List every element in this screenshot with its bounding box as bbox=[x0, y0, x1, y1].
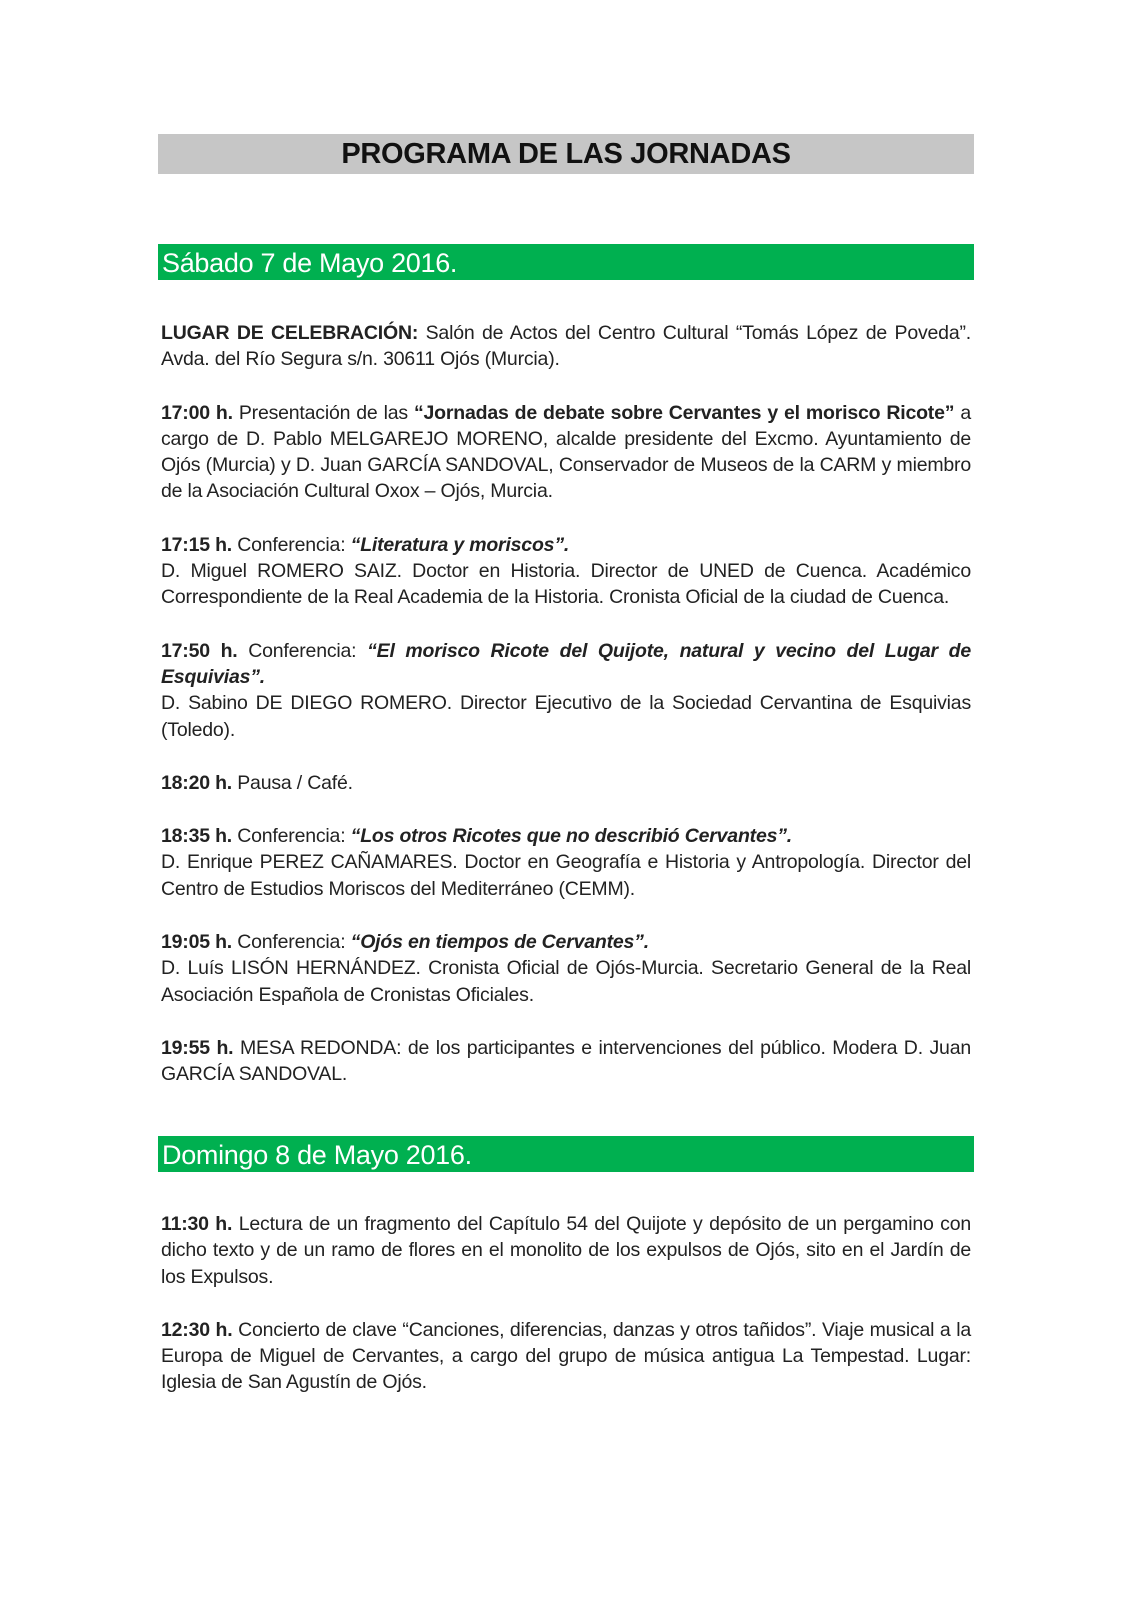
entry-time: 17:50 h. bbox=[161, 639, 238, 662]
entry-time: 17:00 h. bbox=[161, 401, 233, 424]
speaker-info: D. Luís LISÓN HERNÁNDEZ. Cronista Oficial de Ojós-Murcia. Secretario General de la Real Asociación Española de Cronistas Oficiales. bbox=[161, 957, 971, 1006]
program-entry bbox=[161, 823, 971, 902]
entry-type: Conferencia: bbox=[237, 639, 368, 662]
entry-text: Lectura de un fragmento del Capítulo 54 del Quijote y depósito de un pergamino con dicho texto y de un ramo de flores en el monolito de los expulsos de Ojós, sito en el Jardín de los Expulsos. bbox=[161, 1213, 971, 1288]
talk-title: “El morisco Ricote del Quijote, natural y vecino del Lugar de Esquivias”. bbox=[161, 639, 972, 688]
program-entry bbox=[161, 770, 971, 796]
entry-type: Conferencia: bbox=[232, 533, 351, 556]
program-entry bbox=[161, 1211, 971, 1290]
entry-text: Concierto de clave “Canciones, diferencias, danzas y otros tañidos”. Viaje musical a la Europa de Miguel de Cervantes, a cargo del grupo de música antigua La Tempestad. Lugar: Iglesia de San Agustín de Ojós. bbox=[161, 1318, 971, 1394]
speaker-info: D. Enrique PEREZ CAÑAMARES. Doctor en Geografía e Historia y Antropología. Director del Centro de Estudios Moriscos del Mediterráneo (CEMM). bbox=[161, 851, 971, 900]
program-entry bbox=[161, 400, 971, 505]
saturday-program bbox=[161, 320, 971, 1115]
speaker-info: D. Sabino DE DIEGO ROMERO. Director Ejecutivo de la Sociedad Cervantina de Esquivias (Toledo). bbox=[161, 692, 971, 741]
sunday-program bbox=[161, 1211, 971, 1423]
entry-time: 18:20 h. bbox=[161, 771, 233, 794]
program-entry bbox=[161, 1317, 971, 1396]
page-title: PROGRAMA DE LAS JORNADAS bbox=[158, 134, 974, 174]
program-entry bbox=[161, 929, 971, 1008]
entry-highlight: “Jornadas de debate sobre Cervantes y el morisco Ricote” bbox=[413, 401, 955, 424]
entry-rest: a cargo de D. Pablo MELGAREJO MORENO, alcalde presidente del Excmo. Ayuntamiento de Ojós (Murcia) y D. Juan GARCÍA SANDOVAL, Conservador de Museos de la CARM y miembro de la Asociación Cultural Oxox – Ojós, Murcia. bbox=[161, 401, 971, 503]
venue-entry bbox=[161, 320, 971, 373]
entry-text: MESA REDONDA: de los participantes e intervenciones del público. Modera D. Juan GARCÍA SANDOVAL. bbox=[161, 1036, 971, 1086]
entry-time: 19:55 h. bbox=[161, 1036, 234, 1059]
talk-title: “Literatura y moriscos”. bbox=[350, 533, 570, 556]
entry-time: 11:30 h. bbox=[161, 1213, 233, 1235]
program-entry bbox=[161, 638, 971, 743]
entry-intro: Presentación de las bbox=[232, 401, 414, 424]
venue-text: Salón de Actos del Centro Cultural “Tomás López de Poveda”. Avda. del Río Segura s/n. 30611 Ojós (Murcia). bbox=[161, 322, 971, 371]
entry-time: 18:35 h. bbox=[161, 825, 233, 848]
entry-type: Conferencia: bbox=[232, 931, 351, 954]
program-entry bbox=[161, 1035, 971, 1088]
day-header-sunday: Domingo 8 de Mayo 2016. bbox=[158, 1136, 974, 1172]
venue-label: LUGAR DE CELEBRACIÓN: bbox=[161, 322, 419, 344]
program-entry bbox=[161, 532, 971, 611]
entry-time: 12:30 h. bbox=[161, 1318, 233, 1341]
entry-text: Pausa / Café. bbox=[232, 771, 353, 794]
talk-title: “Ojós en tiempos de Cervantes”. bbox=[350, 931, 649, 954]
day-header-saturday: Sábado 7 de Mayo 2016. bbox=[158, 244, 974, 280]
entry-time: 17:15 h. bbox=[161, 533, 233, 556]
speaker-info: D. Miguel ROMERO SAIZ. Doctor en Historia. Director de UNED de Cuenca. Académico Correspondiente de la Real Academia de la Historia. Cronista Oficial de la ciudad de Cuenca. bbox=[161, 560, 971, 609]
talk-title: “Los otros Ricotes que no describió Cervantes”. bbox=[350, 825, 793, 848]
entry-type: Conferencia: bbox=[232, 825, 351, 848]
entry-time: 19:05 h. bbox=[161, 931, 233, 954]
